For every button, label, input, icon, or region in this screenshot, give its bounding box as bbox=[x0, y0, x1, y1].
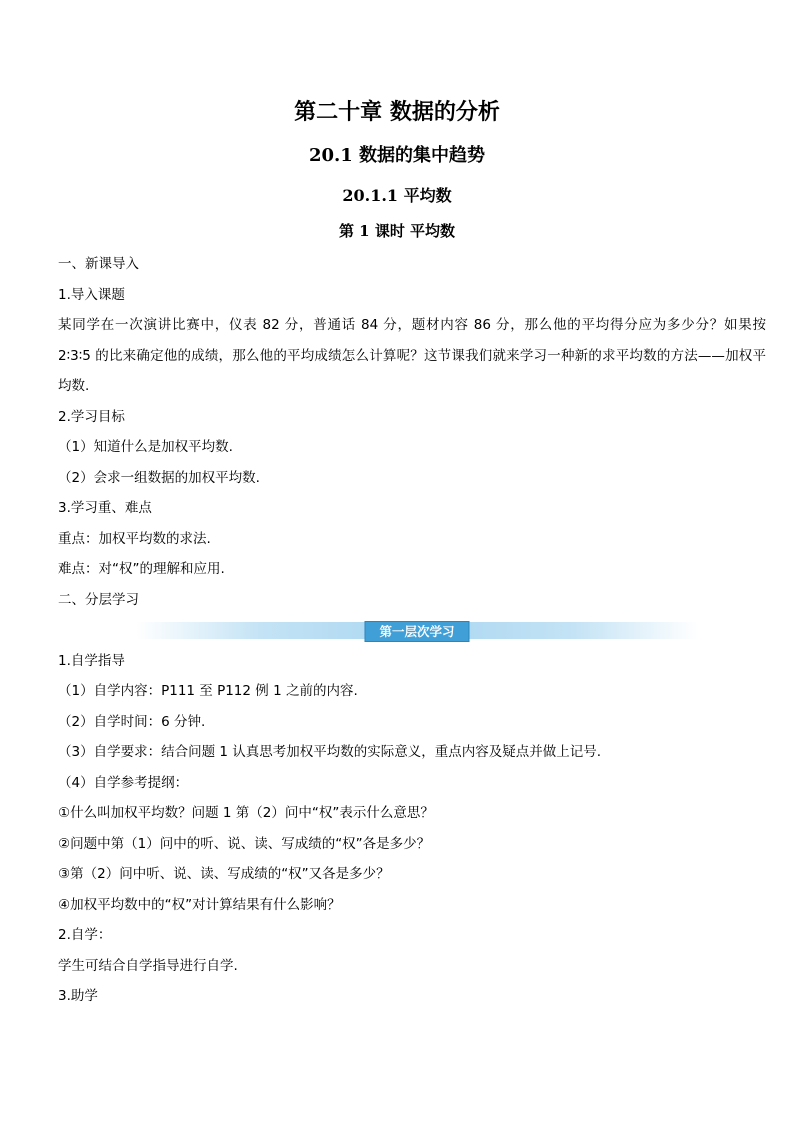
level-banner bbox=[58, 615, 766, 646]
goals-heading: 2.学习目标 bbox=[58, 408, 125, 425]
help-heading: 3.助学 bbox=[58, 988, 98, 1004]
guide-item: （1）自学内容：P111 至 P112 例 1 之前的内容. bbox=[58, 683, 358, 699]
outline-question: ④加权平均数中的“权”对计算结果有什么影响？ bbox=[58, 896, 341, 913]
part1-heading: 一、新课导入 bbox=[58, 256, 139, 272]
key-point: 重点：加权平均数的求法. bbox=[58, 530, 211, 547]
self-study-heading: 2.自学： bbox=[58, 927, 112, 943]
key-points-heading: 3.学习重、难点 bbox=[58, 500, 152, 516]
difficulty-point: 难点：对“权”的理解和应用. bbox=[58, 561, 225, 577]
document-body bbox=[58, 249, 766, 1012]
guide-item: （4）自学参考提纲： bbox=[58, 774, 189, 791]
part2-heading: 二、分层学习 bbox=[58, 591, 139, 608]
guide-heading: 1.自学指导 bbox=[58, 652, 125, 669]
chapter-title: 第二十章 数据的分析 bbox=[294, 99, 500, 125]
guide-item: （3）自学要求：结合问题 1 认真思考加权平均数的实际意义，重点内容及疑点并做上记号. bbox=[58, 744, 602, 760]
outline-question: ③第（2）问中听、说、读、写成绩的“权”又各是多少？ bbox=[58, 866, 390, 882]
outline-question: ②问题中第（1）问中的听、说、读、写成绩的“权”各是多少？ bbox=[58, 835, 431, 852]
outline-question: ①什么叫加权平均数？问题 1 第（2）问中“权”表示什么意思？ bbox=[58, 805, 434, 821]
goal-item: （2）会求一组数据的加权平均数. bbox=[58, 469, 260, 486]
section-title: 20.1 数据的集中趋势 bbox=[308, 145, 486, 166]
intro-heading: 1.导入课题 bbox=[58, 286, 125, 303]
level-banner-bar bbox=[136, 622, 698, 639]
self-study-text: 学生可结合自学指导进行自学. bbox=[58, 957, 238, 974]
subsection-title: 20.1.1 平均数 bbox=[342, 186, 452, 205]
level-banner-label: 第一层次学习 bbox=[364, 621, 469, 642]
goal-item: （1）知道什么是加权平均数. bbox=[58, 439, 233, 455]
lesson-title: 第 1 课时 平均数 bbox=[338, 222, 456, 240]
guide-item: （2）自学时间：6 分钟. bbox=[58, 713, 206, 730]
intro-paragraph: 某同学在一次演讲比赛中，仪表 82 分，普通话 84 分，题材内容 86 分，那么他的平均得分应为多少分？如果按 2∶3∶5 的比来确定他的成绩，那么他的平均成绩怎么计算呢？这节课我们就来学习一种新的求平均数的方法——加权平均数. bbox=[58, 317, 766, 394]
